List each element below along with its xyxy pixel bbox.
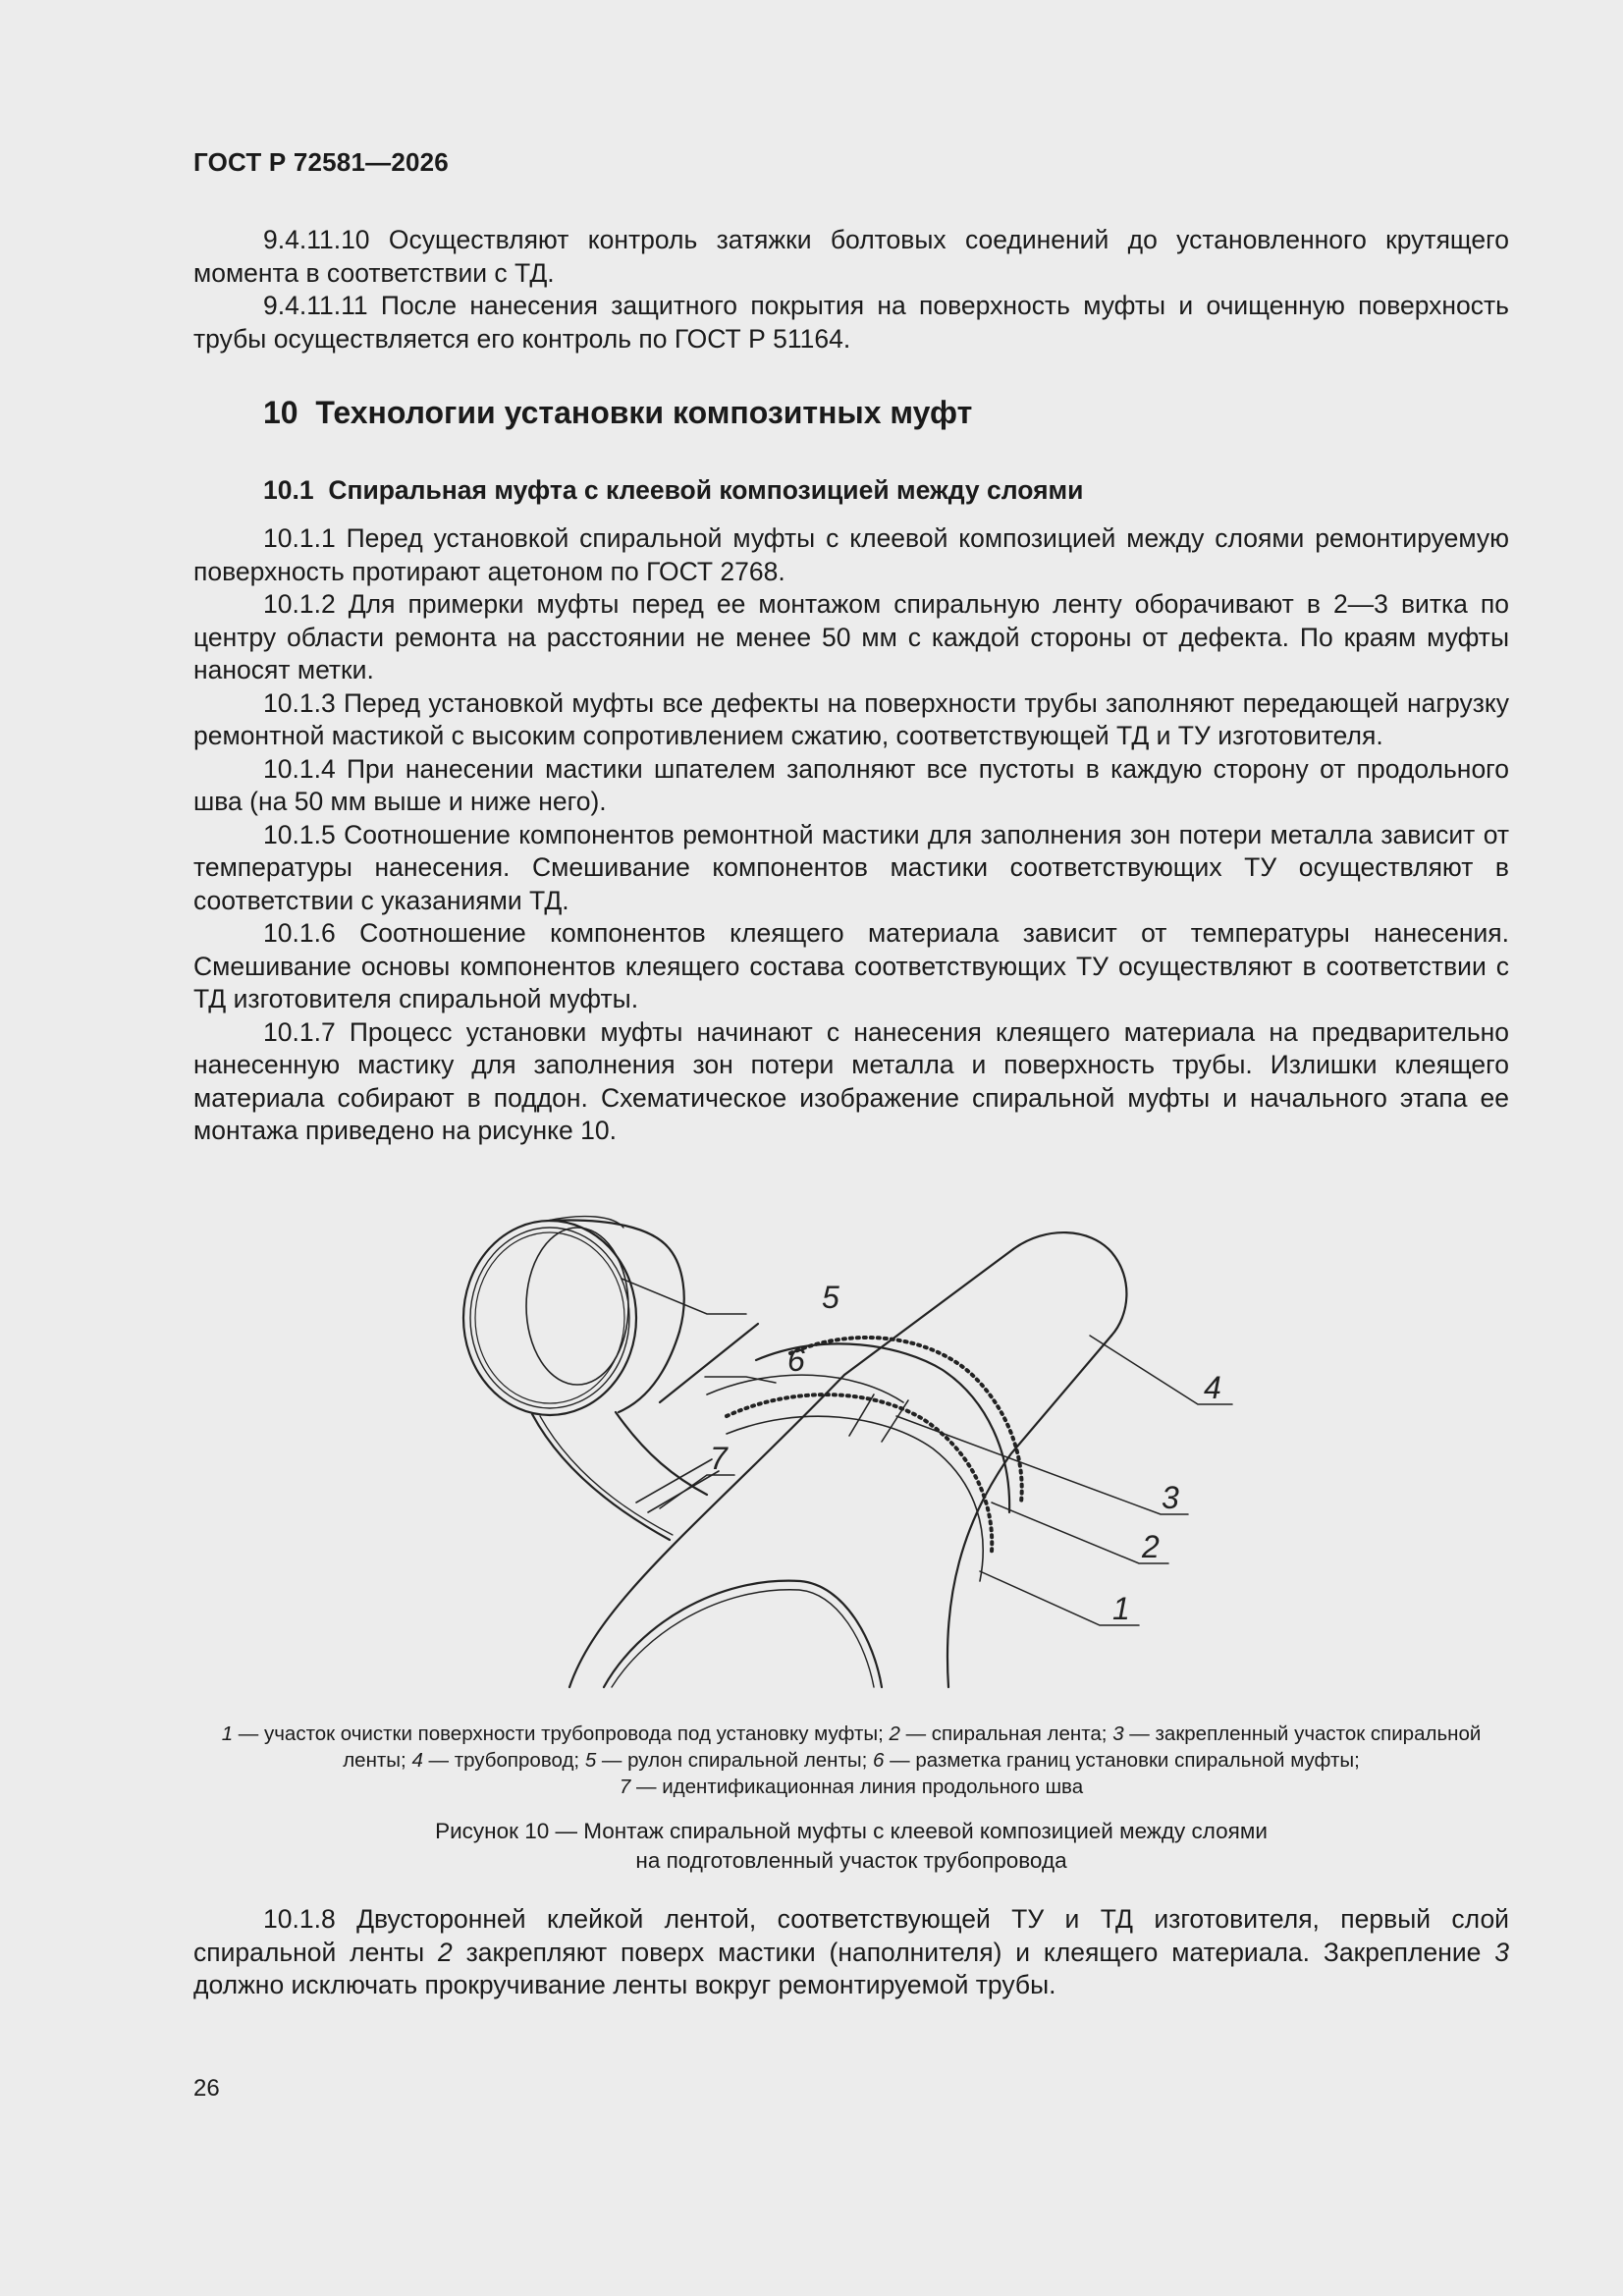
legend-num: 5 <box>584 1749 597 1772</box>
paragraph-10-1-8 <box>193 1903 1509 2002</box>
pipe-far-end <box>1013 1232 1126 1336</box>
caption-line-2: на подготовленный участок трубопровода <box>635 1848 1067 1873</box>
legend-num: 6 <box>873 1749 885 1772</box>
label-3: 3 <box>1162 1480 1179 1515</box>
legend-text: участок очистки поверхности трубопровода под установку муфты; <box>264 1722 884 1745</box>
roll-inner-core <box>526 1228 628 1385</box>
fixed-section-edge-1 <box>849 1394 874 1436</box>
paragraph-number: 9.4.11.11 <box>263 291 368 320</box>
leader-7 <box>660 1475 734 1508</box>
legend-num: 3 <box>1112 1722 1124 1745</box>
paragraph-10-1-3 <box>193 687 1509 753</box>
roll-back-lower <box>619 1332 679 1412</box>
body-text <box>193 224 1509 1148</box>
label-4: 4 <box>1204 1370 1221 1405</box>
legend-text: трубопровод; <box>454 1749 580 1772</box>
leader-3 <box>896 1416 1188 1514</box>
paragraph-9-4-11-11 <box>193 290 1509 355</box>
section-title: Технологии установки композитных муфт <box>315 395 973 430</box>
legend-text: спиральная лента; <box>931 1722 1108 1745</box>
paragraph-number: 10.1.7 <box>263 1016 336 1047</box>
strip-edge-right <box>616 1412 707 1495</box>
spiral-sleeve-diagram <box>412 1208 1257 1689</box>
paragraph-number: 10.1.6 <box>263 918 336 948</box>
body-text-after-figure <box>193 1903 1509 2002</box>
subsection-heading <box>263 473 1509 507</box>
paragraph-text: Соотношение компонентов ремонтной мастики для заполнения зон потери металла зависит от температуры нанесения. Смешивание компонентов мастики соответствующих ТУ осуществляют в соответствии с указаниями ТД. <box>193 819 1509 915</box>
figure-caption <box>193 1817 1509 1876</box>
paragraph-10-1-7 <box>193 1016 1509 1148</box>
paragraph-10-1-5 <box>193 819 1509 918</box>
roll-outer-rim <box>463 1221 636 1415</box>
figure-10-drawing <box>412 1208 1257 1689</box>
paragraph-number: 10.1.5 <box>263 819 336 849</box>
caption-line-1: Рисунок 10 — Монтаж спиральной муфты с клеевой композицией между слоями <box>435 1819 1268 1843</box>
paragraph-number: 10.1.3 <box>263 687 336 718</box>
label-1: 1 <box>1112 1591 1130 1626</box>
subsection-title: Спиральная муфта с клеевой композицией между слоями <box>328 475 1084 505</box>
label-5: 5 <box>822 1280 839 1315</box>
paragraph-10-1-1 <box>193 522 1509 588</box>
paragraph-text: Осуществляют контроль затяжки болтовых соединений до установленного крутящего момента в соответствии с ТД. <box>193 225 1509 288</box>
legend-text: закрепленный участок спиральной ленты; <box>343 1722 1482 1772</box>
paragraph-text: Перед установкой спиральной муфты с клеевой композицией между слоями ремонтируемую поверхность протирают ацетоном по ГОСТ 2768. <box>193 523 1509 586</box>
paragraph-text: При нанесении мастики шпателем заполняют все пустоты в каждую сторону от продольного шва (на 50 мм выше и ниже него). <box>193 753 1509 816</box>
tape-roll <box>463 1217 684 1415</box>
legend-num: 2 <box>889 1722 900 1745</box>
strip-edge-outer <box>532 1414 670 1540</box>
paragraph-number: 10.1.2 <box>263 589 336 619</box>
tape-strip <box>532 1324 758 1540</box>
legend-num: 1 <box>221 1722 234 1745</box>
paragraph-10-1-2 <box>193 588 1509 687</box>
roll-rim-inner-2 <box>475 1232 624 1403</box>
running-header: ГОСТ Р 72581—2026 <box>193 147 449 177</box>
page-number: 26 <box>193 2075 220 2102</box>
paragraph-text: Двусторонней клейкой лентой, соответствующей ТУ и ТД изготовителя, первый слой спиральной ленты <box>193 1904 1509 1967</box>
roll-rim-inner-1 <box>470 1228 629 1408</box>
section-heading <box>263 393 1509 432</box>
paragraph-10-1-6 <box>193 917 1509 1016</box>
pipe-near-opening <box>604 1581 882 1687</box>
roll-to-pipe-line <box>660 1324 758 1402</box>
legend-num: 4 <box>411 1749 423 1772</box>
label-7: 7 <box>710 1441 728 1476</box>
paragraph-number: 9.4.11.10 <box>263 225 370 254</box>
legend-text: идентификационная линия продольного шва <box>662 1776 1084 1798</box>
paragraph-9-4-11-10 <box>193 224 1509 290</box>
figure-legend: 1 — участок очистки поверхности трубопровода под установку муфты; 2 — спиральная лента; 3 — закрепленный участок спиральной ленты; 4 — трубопровод; 5 — рулон спиральной ленты; 6 — разметка границ установки спиральной муфты; 7 — идентификационная линия продольного шва <box>221 1722 1482 1798</box>
paragraph-text: Процесс установки муфты начинают с нанесения клеящего материала на предварительно нанесенную мастику для заполнения зон потери металла и поверхность трубы. Излишки клеящего материала собирают в поддон. Схематическое изображение спиральной муфты и начального этапа ее монтажа приведено на рисунке 10. <box>193 1016 1509 1145</box>
paragraph-text: закрепляют поверх мастики (наполнителя) и клеящего материала. Закрепление <box>465 1937 1482 1967</box>
legend-text: разметка границ установки спиральной муфты; <box>915 1749 1360 1772</box>
ref-3: 3 <box>1494 1937 1509 1967</box>
subsection-number: 10.1 <box>263 475 314 505</box>
pipe-near-opening-inner <box>612 1590 874 1687</box>
section-number: 10 <box>263 395 298 430</box>
sleeve-lower-boundary <box>727 1416 983 1581</box>
paragraph-text: Перед установкой муфты все дефекты на поверхности трубы заполняют передающей нагрузку ремонтной мастикой с высоким сопротивлением сжатию, соответствующей ТД и ТУ изготовителя. <box>193 687 1509 750</box>
roll-back-top <box>550 1220 684 1332</box>
paragraph-text: После нанесения защитного покрытия на поверхность муфты и очищенную поверхность трубы осуществляется его контроль по ГОСТ Р 51164. <box>193 291 1509 354</box>
pipeline <box>569 1232 1126 1687</box>
label-2: 2 <box>1142 1529 1160 1564</box>
sleeve-area <box>707 1338 1022 1581</box>
ref-2: 2 <box>438 1937 453 1967</box>
paragraph-10-1-4 <box>193 753 1509 819</box>
paragraph-text: Соотношение компонентов клеящего материала зависит от температуры нанесения. Смешивание основы компонентов клеящего состава соответствующих ТУ осуществляют в соответствии с ТД изготовителя спиральной муфты. <box>193 918 1509 1013</box>
pipe-right-edge <box>947 1336 1111 1687</box>
paragraph-number: 10.1.8 <box>263 1904 336 1934</box>
legend-num: 7 <box>619 1776 631 1798</box>
paragraph-number: 10.1.4 <box>263 753 336 784</box>
paragraph-text: Для примерки муфты перед ее монтажом спиральную ленту оборачивают в 2—3 витка по центру области ремонта на расстоянии не менее 50 мм с каждой стороны от дефекта. По краям муфты наносят метки. <box>193 589 1509 684</box>
legend-text: рулон спиральной ленты; <box>627 1749 868 1772</box>
label-6: 6 <box>787 1342 805 1378</box>
paragraph-text: должно исключать прокручивание ленты вокруг ремонтируемой трубы. <box>193 1970 1056 1999</box>
paragraph-number: 10.1.1 <box>263 523 336 553</box>
strip-edge-inner <box>540 1416 673 1535</box>
